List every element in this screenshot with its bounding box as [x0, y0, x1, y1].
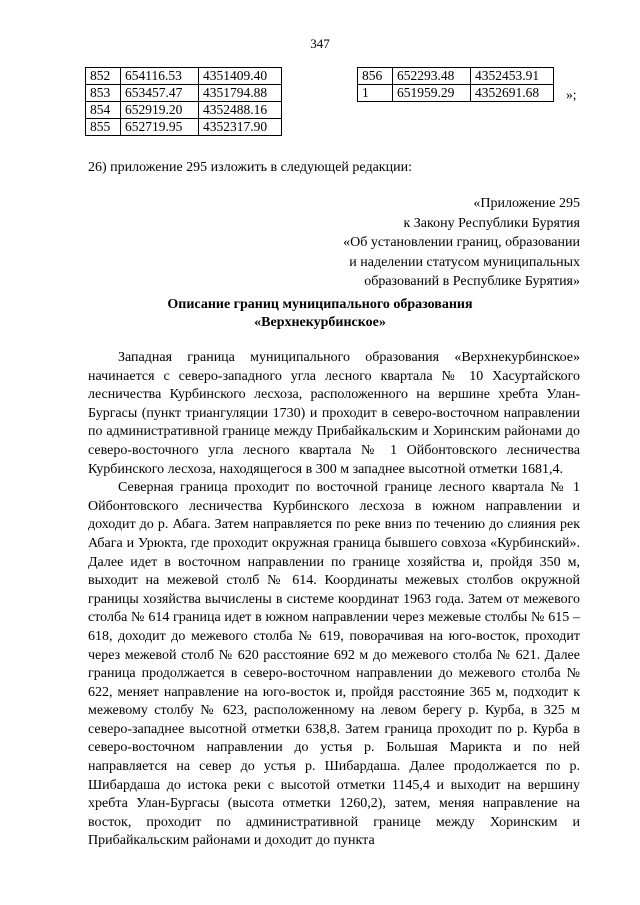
coordinates-table-right	[357, 67, 554, 102]
coord-y: 4352317.90	[199, 119, 282, 136]
point-number: 852	[86, 68, 121, 85]
amendment-item: 26) приложение 295 изложить в следующей редакции:	[88, 160, 412, 175]
coord-x: 654116.53	[121, 68, 199, 85]
table-row	[86, 102, 282, 119]
point-number: 856	[358, 68, 393, 85]
table-row	[358, 85, 554, 102]
body-text	[88, 349, 580, 851]
coord-x: 651959.29	[393, 85, 471, 102]
point-number: 853	[86, 85, 121, 102]
coord-y: 4351409.40	[199, 68, 282, 85]
table-row	[86, 85, 282, 102]
table-row	[86, 68, 282, 85]
point-number: 855	[86, 119, 121, 136]
point-number: 854	[86, 102, 121, 119]
appendix-line: и наделении статусом муниципальных	[349, 254, 580, 270]
coord-y: 4352691.68	[471, 85, 554, 102]
title-line: «Верхнекурбинское»	[254, 315, 386, 330]
appendix-header	[343, 194, 580, 292]
point-number: 1	[358, 85, 393, 102]
coord-x: 652719.95	[121, 119, 199, 136]
coordinates-table-left	[85, 67, 282, 136]
coord-x: 652293.48	[393, 68, 471, 85]
coord-y: 4351794.88	[199, 85, 282, 102]
coord-y: 4352453.91	[471, 68, 554, 85]
coord-x: 652919.20	[121, 102, 199, 119]
appendix-line: к Закону Республики Бурятия	[403, 215, 580, 231]
appendix-line: образований в Республике Бурятия»	[364, 274, 580, 289]
title-line: Описание границ муниципального образования	[167, 297, 473, 312]
paragraph-west-border: Западная граница муниципального образования «Верхнекурбинское» начинается с северо-западного угла лесного квартала № 10 Хасуртайского лесничества Курбинского лесхоза, расположенного на вершине хребта Улан-Бургасы (пункт триангуляции 1730) и проходит в северо-восточном направлении по административной границе между Прибайкальским и Хоринским районами до северо-восточного угла лесного квартала № 1 Ойбонтовского лесничества Курбинского лесхоза, находящегося в 300 м западнее высотной отметки 1681,4.	[88, 350, 580, 477]
paragraph-north-border: Северная граница проходит по восточной границе лесного квартала № 1 Ойбонтовского лесничества Курбинского лесхоза в южном направлении и доходит до р. Абага. Затем направляется по реке вниз по течению до слияния рек Абага и Урюкта, где проходит окружная граница бывшего совхоза «Курбинский». Далее идет в восточном направлении по границе хозяйства и, пройдя 350 м, выходит на межевой столб № 614. Координаты межевых столбов окружной границы хозяйства вычислены в системе координат 1963 года. Затем от межевого столба № 614 граница идет в южном направлении через межевые столбы № 615 – 618, доходит до межевого столба № 619, поворачивая на юго-восток, проходит через межевой столб № 620 расстояние 692 м до межевого столба № 621. Далее граница продолжается в северо-восточном направлении до межевого столба № 622, меняет направление на юго-восток и, пройдя расстояние 365 м, подходит к межевому столбу № 623, расположенному на левом берегу р. Курба, в 325 м северо-западнее высотной отметки 638,8. Затем граница проходит по р. Курба в северо-восточном направлении до устья р. Большая Марикта и по ней направляется на север до устья р. Шибардаша. Далее продолжается по р. Шибардаша до истока реки с высотой отметки 1145,4 и выходит на вершину хребта Улан-Бургасы (высота отметки 1260,2), затем, меняя направление на восток, проходит по административной границе между Хоринским и Прибайкальским районами и доходит до пункта	[88, 480, 580, 849]
table-row	[358, 68, 554, 85]
appendix-line: «Приложение 295	[473, 196, 580, 211]
coord-x: 653457.47	[121, 85, 199, 102]
appendix-line: «Об установлении границ, образовании	[343, 235, 580, 250]
coord-y: 4352488.16	[199, 102, 282, 119]
document-title	[0, 296, 640, 332]
table-row	[86, 119, 282, 136]
table-closing-quote: »;	[566, 87, 577, 102]
page-number: 347	[310, 36, 330, 51]
